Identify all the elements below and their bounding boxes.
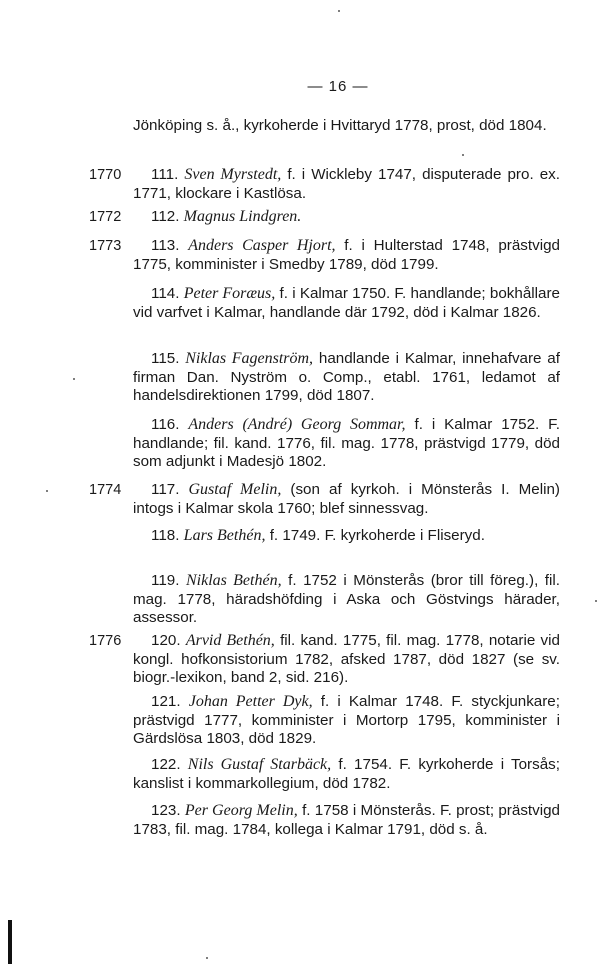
- entry-text: f. 1758 i Mönsterås. F. prost; prästvigd 1783, fil. mag. 1784, kollega i Kalmar 1791, död s. å.: [133, 802, 560, 838]
- entry-name: Per Georg Melin,: [184, 802, 298, 819]
- entry-name: Magnus Lindgren.: [183, 208, 302, 225]
- entry-name: Niklas Fagenström,: [185, 350, 314, 367]
- entry-text: handlande i Kalmar, innehafvare af firman Dan. Nyström o. Comp., etabl. 1761, ledamot af handelsdirektionen 1799, död 1807.: [133, 350, 560, 404]
- entry-text: f. 1754. F. kyrkoherde i Torsås; kanslist i kommarkollegium, död 1782.: [133, 756, 560, 792]
- entry-continuation: [133, 117, 560, 136]
- entry-number: 119.: [151, 572, 180, 589]
- entry-name: Arvid Bethén,: [185, 632, 275, 649]
- binding-mark: [8, 920, 12, 964]
- entry-text: f. 1749. F. kyrkoherde i Fliseryd.: [269, 527, 485, 544]
- entry-121: [133, 693, 560, 749]
- entry-number: 116.: [151, 416, 180, 433]
- entry-text: f. i Wickleby 1747, disputerade pro. ex. 1771, klockare i Kastlösa.: [133, 166, 560, 202]
- entry-text: (son af kyrkoh. i Mönsterås I. Melin) intogs i Kalmar skola 1760; blef sinnessvag.: [133, 481, 560, 517]
- entry-120: [133, 632, 560, 688]
- entry-number: 118.: [151, 527, 180, 544]
- entry-116: [133, 416, 560, 472]
- scan-speck: [206, 957, 208, 959]
- entry-name: Gustaf Melin,: [188, 481, 282, 498]
- entry-112: [133, 208, 560, 227]
- entry-year: 1776: [89, 633, 122, 649]
- entry-115: [133, 350, 560, 406]
- entry-number: 122.: [151, 756, 181, 773]
- entry-name: Nils Gustaf Starbäck,: [187, 756, 332, 773]
- entry-118: [133, 527, 560, 546]
- entry-text: f. i Hulterstad 1748, prästvigd 1775, komminister i Smedby 1789, död 1799.: [133, 237, 560, 273]
- entry-year: 1772: [89, 209, 122, 225]
- entry-117: [133, 481, 560, 518]
- entry-text: f. i Kalmar 1748. F. styckjunkare; prästvigd 1777, komminister i Mortorp 1795, komminister i Gärdslösa 1803, död 1829.: [133, 693, 560, 747]
- entry-123: [133, 802, 560, 839]
- entry-text: f. i Kalmar 1752. F. handlande; fil. kand. 1776, fil. mag. 1778, prästvigd 1779, död som adjunkt i Madesjö 1802.: [133, 416, 560, 470]
- entry-year: 1770: [89, 167, 122, 183]
- entry-111: [133, 166, 560, 203]
- entry-name: Johan Petter Dyk,: [188, 693, 313, 710]
- entry-name: Lars Bethén,: [183, 527, 266, 544]
- entry-number: 111.: [151, 166, 179, 183]
- entry-114: [133, 285, 560, 322]
- scan-speck: [73, 378, 75, 380]
- entry-text: Jönköping s. å., kyrkoherde i Hvittaryd 1778, prost, död 1804.: [133, 117, 547, 134]
- entry-text: fil. kand. 1775, fil. mag. 1778, notarie vid kongl. hofkonsistorium 1782, afsked 1787, död 1827 (se sv. biogr.-lexikon, band 2, sid. 216).: [133, 632, 560, 686]
- entry-year: 1773: [89, 238, 122, 254]
- entry-name: Niklas Bethén,: [185, 572, 282, 589]
- entry-number: 113.: [151, 237, 180, 254]
- entry-number: 112.: [151, 208, 180, 225]
- entry-text: f. 1752 i Mönsterås (bror till föreg.), fil. mag. 1778, häradshöfding i Aska och Göstvings härader, assessor.: [133, 572, 560, 626]
- entry-name: Peter Foræus,: [183, 285, 276, 302]
- entry-number: 115.: [151, 350, 180, 367]
- entry-number: 117.: [151, 481, 180, 498]
- entry-number: 114.: [151, 285, 180, 302]
- entry-number: 121.: [151, 693, 181, 710]
- entry-number: 123.: [151, 802, 181, 819]
- scan-speck: [595, 600, 597, 602]
- scan-speck: [462, 154, 464, 156]
- entry-name: Sven Myrstedt,: [184, 166, 282, 183]
- entry-name: Anders Casper Hjort,: [188, 237, 336, 254]
- scan-speck: [46, 490, 48, 492]
- entry-113: [133, 237, 560, 274]
- entry-year: 1774: [89, 482, 122, 498]
- page-number: — 16 —: [307, 78, 369, 95]
- entry-122: [133, 756, 560, 793]
- entry-name: Anders (André) Georg Sommar,: [188, 416, 406, 433]
- entry-text: f. i Kalmar 1750. F. handlande; bokhållare vid varfvet i Kalmar, handlande där 1792, död i Kalmar 1826.: [133, 285, 560, 321]
- entry-number: 120.: [151, 632, 181, 649]
- scan-speck: [338, 10, 340, 12]
- entry-119: [133, 572, 560, 628]
